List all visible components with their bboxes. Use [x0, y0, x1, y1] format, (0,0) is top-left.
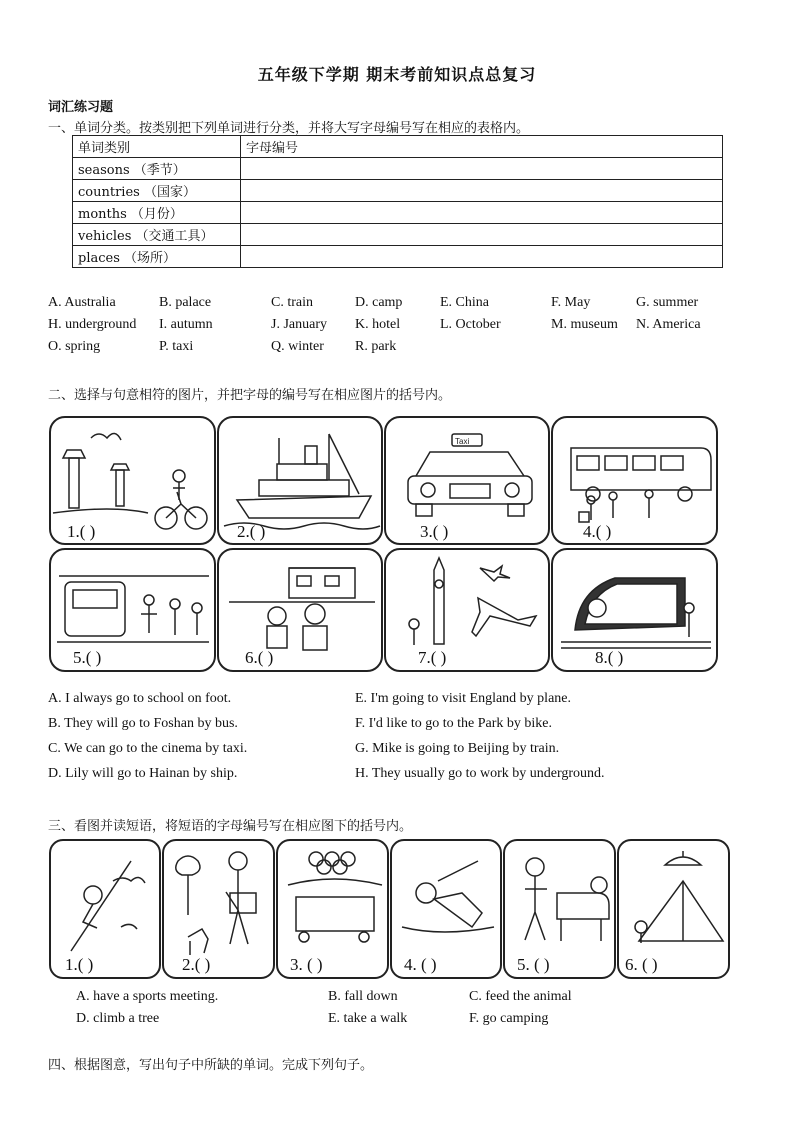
picture-panel-bus — [551, 416, 718, 545]
train-illustration — [553, 550, 718, 672]
phrase-option: D. climb a tree — [76, 1011, 160, 1026]
answer-cell[interactable] — [241, 246, 723, 268]
picture-panel-train — [551, 548, 718, 672]
classification-table — [72, 135, 723, 268]
picture-label: 7.( ) — [418, 648, 447, 667]
word-option: O. spring — [48, 339, 101, 354]
section-label: 词汇练习题 — [48, 100, 114, 115]
word-option: P. taxi — [159, 339, 194, 354]
table-header-category: 单词类别 — [73, 136, 241, 158]
sentence-option: A. I always go to school on foot. — [48, 691, 232, 706]
table-header-letters: 字母编号 — [241, 136, 723, 158]
word-option: J. January — [271, 317, 327, 332]
picture-label: 2.( ) — [237, 522, 266, 541]
phrase-panel-fall — [390, 839, 502, 979]
page-title: 五年级下学期 期末考前知识点总复习 — [257, 65, 537, 84]
sentence-option: B. They will go to Foshan by bus. — [48, 716, 238, 731]
word-option: L. October — [440, 317, 501, 332]
answer-cell[interactable] — [241, 180, 723, 202]
picture-label: 3. ( ) — [290, 955, 323, 974]
phrase-option: A. have a sports meeting. — [76, 989, 219, 1004]
phrase-panel-camping — [617, 839, 730, 979]
word-option: C. train — [271, 295, 313, 310]
word-option: B. palace — [159, 295, 212, 310]
picture-panel-school — [217, 548, 383, 672]
sentence-option: D. Lily will go to Hainan by ship. — [48, 766, 238, 781]
picture-label: 8.( ) — [595, 648, 624, 667]
taxi-illustration — [386, 418, 550, 545]
table-row-label: months （月份） — [73, 202, 241, 224]
table-row-label: seasons （季节） — [73, 158, 241, 180]
word-option: R. park — [355, 339, 397, 354]
picture-label: 4. ( ) — [404, 955, 437, 974]
sentence-option: C. We can go to the cinema by taxi. — [48, 741, 248, 756]
word-option: M. museum — [551, 317, 618, 332]
answer-cell[interactable] — [241, 158, 723, 180]
picture-label: 5.( ) — [73, 648, 102, 667]
word-option: I. autumn — [159, 317, 213, 332]
picture-label: 3.( ) — [420, 522, 449, 541]
picture-label: 6. ( ) — [625, 955, 658, 974]
word-option: D. camp — [355, 295, 403, 310]
sentence-option: H. They usually go to work by underground. — [355, 766, 605, 781]
bus-illustration — [553, 418, 718, 545]
phrase-option: E. take a walk — [328, 1011, 408, 1026]
answer-cell[interactable] — [241, 202, 723, 224]
word-option: E. China — [440, 295, 489, 310]
sentence-option: E. I'm going to visit England by plane. — [355, 691, 571, 706]
word-option: Q. winter — [271, 339, 324, 354]
picture-panel-plane — [384, 548, 550, 672]
word-option: A. Australia — [48, 295, 116, 310]
word-option: F. May — [551, 295, 591, 310]
phrase-panel-sports — [276, 839, 389, 979]
sentence-option: F. I'd like to go to the Park by bike. — [355, 716, 552, 731]
phrase-option: B. fall down — [328, 989, 398, 1004]
word-option: K. hotel — [355, 317, 401, 332]
table-row-label: countries （国家） — [73, 180, 241, 202]
phrase-panel-feed — [162, 839, 275, 979]
word-option: N. America — [636, 317, 701, 332]
q2-instruction: 二、选择与句意相符的图片，并把字母的编号写在相应图片的括号内。 — [48, 388, 452, 403]
word-option: H. underground — [48, 317, 137, 332]
q1-instruction: 一、单词分类。按类别把下列单词进行分类，并将大写字母编号写在相应的表格内。 — [48, 121, 530, 136]
sentence-option: G. Mike is going to Beijing by train. — [355, 741, 560, 756]
picture-label: 6.( ) — [245, 648, 274, 667]
picture-label: 2.( ) — [182, 955, 211, 974]
picture-panel-walk-bike — [49, 416, 216, 545]
phrase-panel-walk — [503, 839, 616, 979]
word-option: G. summer — [636, 295, 699, 310]
picture-panel-ship — [217, 416, 383, 545]
phrase-option: F. go camping — [469, 1011, 549, 1026]
phrase-option: C. feed the animal — [469, 989, 572, 1004]
q3-instruction: 三、看图并读短语，将短语的字母编号写在相应图下的括号内。 — [48, 819, 413, 834]
school-illustration — [219, 550, 383, 672]
picture-label: 1.( ) — [67, 522, 96, 541]
answer-cell[interactable] — [241, 224, 723, 246]
q4-instruction: 四、根据图意，写出句子中所缺的单词。完成下列句子。 — [48, 1058, 374, 1073]
picture-panel-taxi — [384, 416, 550, 545]
picture-label: 5. ( ) — [517, 955, 550, 974]
feed-animal-illustration — [164, 841, 275, 979]
picture-label: 1.( ) — [65, 955, 94, 974]
taxi-sign-text: Taxi — [455, 437, 470, 446]
picture-panel-underground — [49, 548, 216, 672]
plane-big-ben-illustration — [386, 550, 550, 672]
phrase-panel-climb — [49, 839, 161, 979]
table-row-label: places （场所） — [73, 246, 241, 268]
table-row-label: vehicles （交通工具） — [73, 224, 241, 246]
picture-label: 4.( ) — [583, 522, 612, 541]
